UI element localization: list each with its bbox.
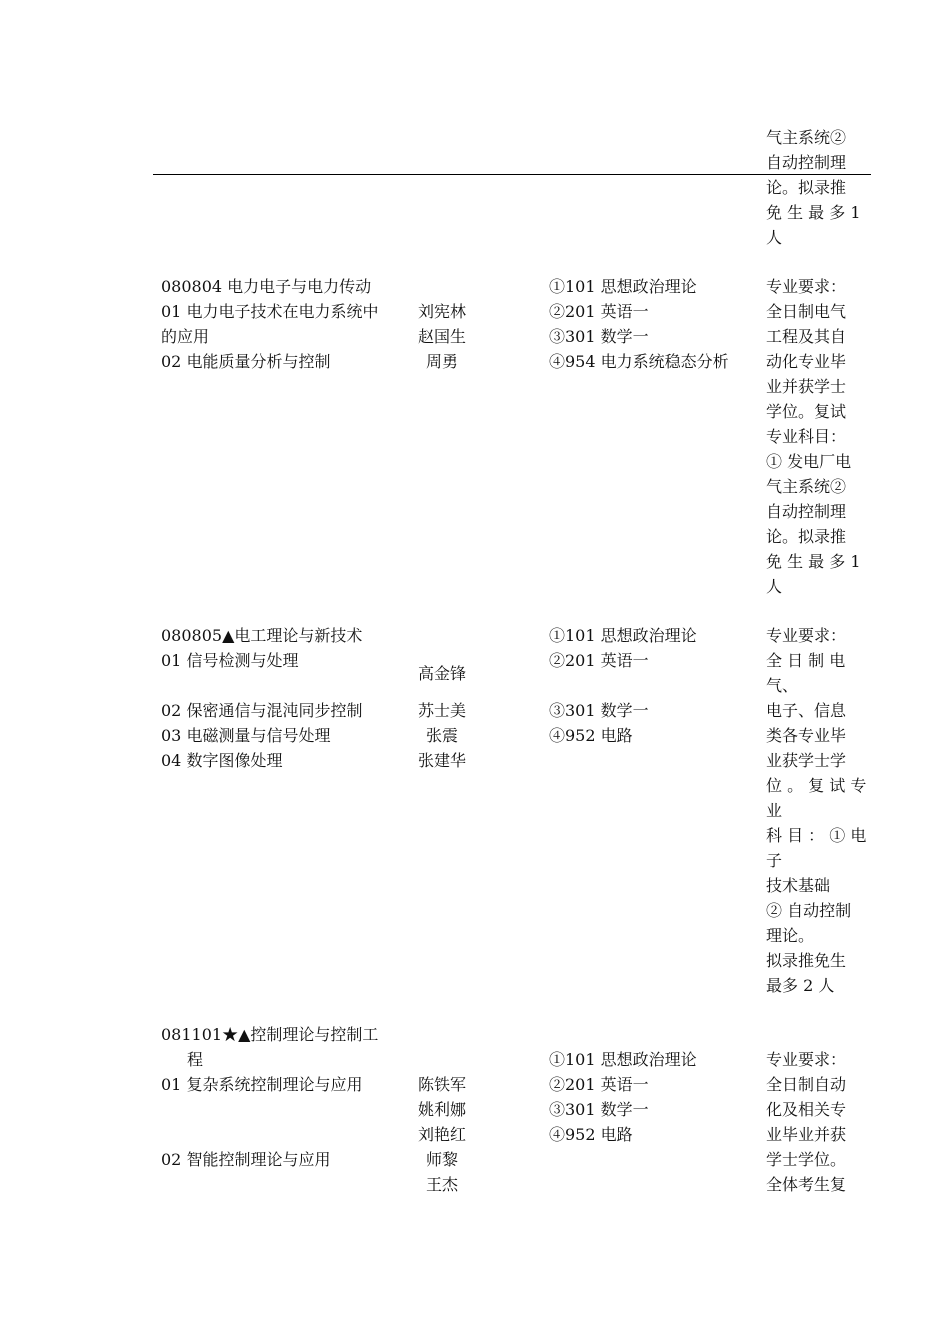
entry-direction: 02 保密通信与混沌同步控制 xyxy=(161,701,363,720)
entry-note: 位 。 复 试 专 xyxy=(766,776,867,795)
top-note-line: 论。拟录推 xyxy=(766,178,847,197)
entry-note: 最多 2 人 xyxy=(766,976,835,995)
entry-note: 学士学位。 xyxy=(766,1150,847,1169)
entry-note: 全日制自动 xyxy=(766,1075,847,1094)
entry-note: 业毕业并获 xyxy=(766,1125,847,1144)
top-note-line: 气主系统② xyxy=(766,128,847,147)
entry-direction: 的应用 xyxy=(161,327,210,346)
entry-supervisor: 王杰 xyxy=(426,1175,459,1194)
entry-note: 化及相关专 xyxy=(766,1100,847,1119)
entry-note: 子 xyxy=(766,851,783,870)
entry-code-name: 程 xyxy=(187,1050,204,1069)
entry-supervisor: 张震 xyxy=(426,726,459,745)
entry-exam: ②201 英语一 xyxy=(549,302,649,321)
entry-note: 专业要求： xyxy=(766,1050,847,1069)
entry-direction: 01 复杂系统控制理论与应用 xyxy=(161,1075,363,1094)
entry-note: 免 生 最 多 1 xyxy=(766,552,861,571)
entry-exam: ①101 思想政治理论 xyxy=(549,626,697,645)
entry-supervisor: 苏士美 xyxy=(418,701,467,720)
entry-note: 人 xyxy=(766,577,783,596)
entry-exam: ①101 思想政治理论 xyxy=(549,277,697,296)
entry-exam: ③301 数学一 xyxy=(549,327,649,346)
entry-exam: ③301 数学一 xyxy=(549,701,649,720)
entry-note: ② 自动控制 xyxy=(766,901,852,920)
entry-note: 类各专业毕 xyxy=(766,726,847,745)
entry-exam: ④952 电路 xyxy=(549,726,633,745)
entry-code-name: 080804 电力电子与电力传动 xyxy=(161,277,372,296)
entry-note: 技术基础 xyxy=(766,876,831,895)
top-note-line: 人 xyxy=(766,228,783,247)
entry-code-name: 081101★▲控制理论与控制工 xyxy=(161,1025,379,1044)
entry-note: 自动控制理 xyxy=(766,502,847,521)
entry-supervisor: 张建华 xyxy=(418,751,467,770)
entry-note: 气主系统② xyxy=(766,477,847,496)
entry-note: 科 目 ： ① 电 xyxy=(766,826,867,845)
entry-note: 业 xyxy=(766,801,783,820)
entry-note: 工程及其自 xyxy=(766,327,847,346)
entry-note: 气、 xyxy=(766,676,799,695)
entry-note: 论。拟录推 xyxy=(766,527,847,546)
entry-note: 业并获学士 xyxy=(766,377,847,396)
entry-code-name: 080805▲电工理论与新技术 xyxy=(161,626,363,645)
entry-exam: ②201 英语一 xyxy=(549,1075,649,1094)
entry-direction: 01 电力电子技术在电力系统中 xyxy=(161,302,379,321)
entry-exam: ④952 电路 xyxy=(549,1125,633,1144)
entry-direction: 03 电磁测量与信号处理 xyxy=(161,726,331,745)
entry-note: ① 发电厂电 xyxy=(766,452,852,471)
entry-exam: ④954 电力系统稳态分析 xyxy=(549,352,729,371)
entry-direction: 01 信号检测与处理 xyxy=(161,651,299,670)
entry-exam: ③301 数学一 xyxy=(549,1100,649,1119)
entry-note: 电子、信息 xyxy=(766,701,847,720)
entry-supervisor: 姚利娜 xyxy=(418,1100,467,1119)
entry-supervisor: 刘艳红 xyxy=(418,1125,467,1144)
entry-note: 专业要求： xyxy=(766,277,847,296)
entry-direction: 04 数字图像处理 xyxy=(161,751,283,770)
entry-supervisor: 师黎 xyxy=(426,1150,459,1169)
top-note-line: 免 生 最 多 1 xyxy=(766,203,861,222)
entry-direction: 02 电能质量分析与控制 xyxy=(161,352,331,371)
entry-direction: 02 智能控制理论与应用 xyxy=(161,1150,331,1169)
entry-note: 专业科目： xyxy=(766,427,847,446)
entry-supervisor: 赵国生 xyxy=(418,327,467,346)
table-rule xyxy=(153,174,871,175)
entry-exam: ②201 英语一 xyxy=(549,651,649,670)
entry-supervisor: 高金锋 xyxy=(418,664,467,683)
entry-note: 全 日 制 电 xyxy=(766,651,846,670)
entry-note: 全日制电气 xyxy=(766,302,847,321)
entry-note: 动化专业毕 xyxy=(766,352,847,371)
entry-note: 全体考生复 xyxy=(766,1175,847,1194)
entry-note: 业获学士学 xyxy=(766,751,847,770)
entry-note: 学位。复试 xyxy=(766,402,847,421)
entry-supervisor: 刘宪林 xyxy=(418,302,467,321)
entry-supervisor: 周勇 xyxy=(426,352,459,371)
entry-exam: ①101 思想政治理论 xyxy=(549,1050,697,1069)
entry-note: 理论。 xyxy=(766,926,815,945)
entry-supervisor: 陈铁军 xyxy=(418,1075,467,1094)
entry-note: 专业要求： xyxy=(766,626,847,645)
entry-note: 拟录推免生 xyxy=(766,951,847,970)
top-note-line: 自动控制理 xyxy=(766,153,847,172)
